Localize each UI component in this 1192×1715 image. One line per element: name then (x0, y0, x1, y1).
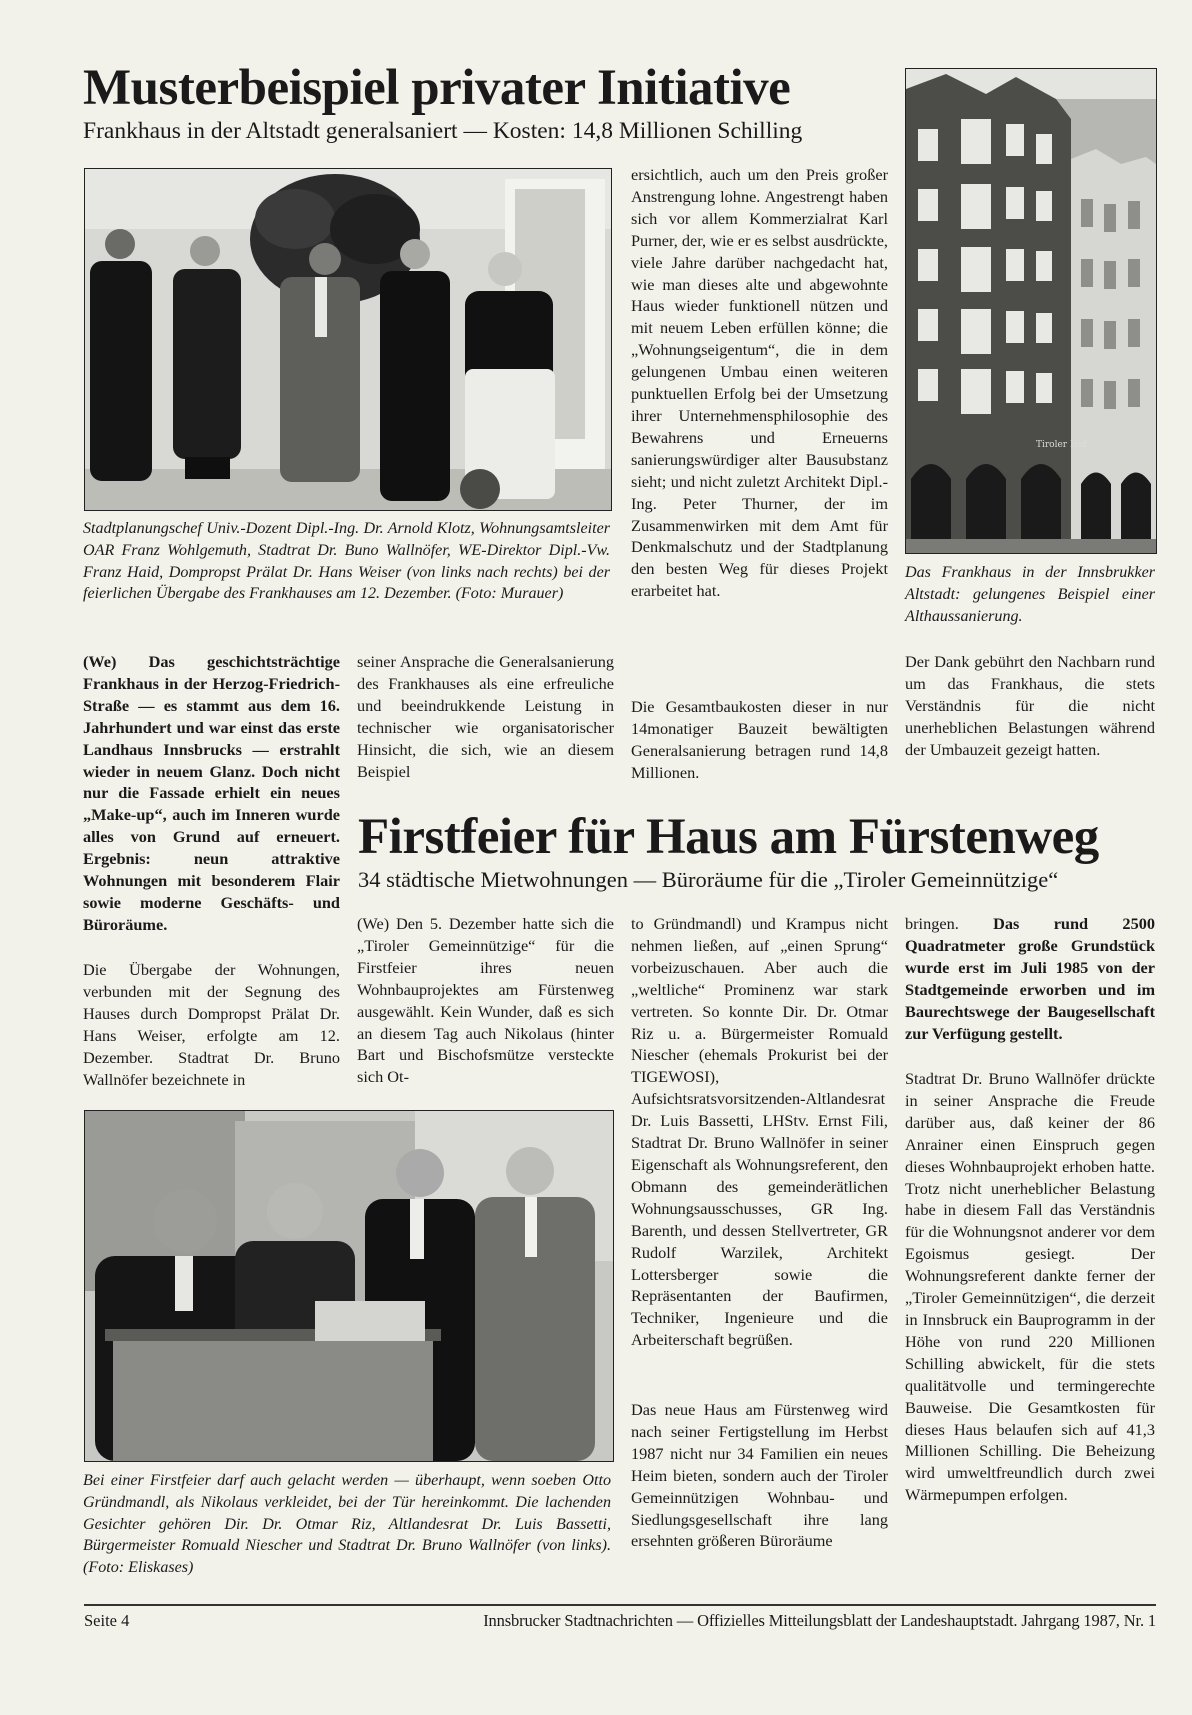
photo-handover-caption: Stadtplanungschef Univ.-Dozent Dipl.-Ing. Dr. Arnold Klotz, Wohnungsamtsleiter OAR Franz Wohlgemuth, Stadtrat Dr. Buno Wallnöfer, WE-Direktor Dipl.-Vw. Franz Haid, Dompropst Prälat Dr. Hans Weiser (von links nach rechts) bei der feierlichen Übergabe des Frankhauses am 12. Dezember. (Foto: Murauer) (83, 520, 610, 603)
article1-para5: Der Dank gebührt den Nachbarn rund um das Frankhaus, die stets Verständnis für die nicht unerheblichen Belastungen während der Umbauzeit gezeigt hatten. (905, 652, 1155, 759)
photo-frankhaus-facade (905, 68, 1157, 554)
article2-para5: Stadtrat Dr. Bruno Wallnöfer drückte in seiner Ansprache die Freude darüber aus, daß keiner der 86 Anrainer einen Einspruch gegen dieses Wohnbauprojekt erhoben hatte. Trotz nicht unerheblicher Belastung habe in diesem Fall das Verständnis für die Wohnungsnot anderer vor dem Egoismus gesiegt. Der Wohnungsreferent dankte ferner der „Tiroler Gemeinnützigen“, die derzeit in Innsbruck ein Bauprogramm in der Höhe von rund 220 Millionen Schilling abwickelt, für die stets qualitätvolle und termingerechte Bauweise. Die Gesamtkosten für dieses Haus belaufen sich auf 41,3 Millionen Schilling. Die Beheizung wird umweltfreundlich durch zwei Wärmepumpen erfolgen. (905, 1069, 1155, 1505)
photo-firstfeier-caption: Bei einer Firstfeier darf auch gelacht werden — überhaupt, wenn soeben Otto Gründmandl, als Nikolaus verkleidet, bei der Tür hereinkommt. Die lachenden Gesichter gehören Dir. Dr. Otmar Riz, Altlandesrat Dr. Luis Bassetti, Bürgermeister Romuald Niescher und Stadtrat Dr. Bruno Wallnöfer (von links). (Foto: Eliskases) (83, 1472, 611, 1577)
article2-para3: Das neue Haus am Fürstenweg wird nach seiner Fertigstellung im Herbst 1987 nicht nur 34 Familien ein neues Heim bieten, sondern auch der Tiroler Gemeinnützigen Wohnbau- und Siedlungsgesellschaft ihre lang ersehnten größeren Büroräume (631, 1400, 888, 1551)
article2-para2: to Gründmandl) und Krampus nicht nehmen ließen, auf „einen Sprung“ vorbeizuschauen. Aber auch die „weltliche“ Prominenz war stark vertreten. So konnte Dir. Dr. Otmar Riz u. a. Bürgermeister Romuald Niescher (ehemals Prokurist bei der TIGEWOSI), Aufsichtsratsvorsitzenden-Altlandesrat Dr. Luis Bassetti, LHStv. Ernst Fili, Stadtrat Dr. Bruno Wallnöfer in seiner Eigenschaft als Wohnungsreferent, den Obmann des gemeinderätlichen Wohnungsausschusses, GR Ing. Barenth, und dessen Stellvertreter, GR Rudolf Warzilek, Architekt Lottersberger sowie die Repräsentanten der Baufirmen, Techniker, Ingenieure und die Arbeiterschaft begrüßen. (631, 914, 888, 1350)
article1-para4: Die Gesamtbaukosten dieser in nur 14monatiger Bauzeit bewältigten Generalsanierung betragen rund 14,8 Millionen. (631, 697, 888, 782)
photo-handover-ceremony (84, 168, 612, 511)
article1-para3: ersichtlich, auch um den Preis großer Anstrengung lohne. Angestrengt haben sich vor allem Kommerzialrat Karl Purner, der, wie er es selbst ausdrückte, viele Jahre darüber nachgedacht hat, wie man dieses alte und abgewohnte Haus wieder funktionell nützen und mit neuem Leben erfüllen könne; die „Wohnungseigentum“, die in dem gelungenen Umbau einen weiteren punktuellen Erfolg bei der Umsetzung ihrer Unternehmensphilosophie des Bewahrens und Erneuerns sanierungswürdiger alter Bausubstanz sieht; und nicht zuletzt Architekt Dipl.-Ing. Peter Thurner, der im Zusammenwirken mit dem Amt für Denkmalschutz und der Stadtplanung den besten Weg für dieses Projekt erarbeitet hat. (631, 165, 888, 601)
article1-subheadline: Frankhaus in der Altstadt generalsaniert — Kosten: 14,8 Millionen Schilling (83, 118, 803, 144)
article1-lead: (We) Das geschichtsträchtige Frankhaus in der Herzog-Friedrich-Straße — es stammt aus dem 16. Jahrhundert und war einst das erste Landhaus Innsbrucks — erstrahlt wieder in neuem Glanz. Doch nicht nur die Fassade erhielt ein neues „Make-up“, auch im Inneren wurde alles von Grund auf erneuert. Ergebnis: neun attraktive Wohnungen mit besonderem Flair sowie moderne Geschäfts- und Büroräume. (83, 652, 340, 934)
footer-page-number: Seite 4 (84, 1611, 130, 1630)
article2-para1: (We) Den 5. Dezember hatte sich die „Tiroler Gemeinnützige“ für die Firstfeier ihres neuen Wohnbauprojektes am Fürstenweg ausgewählt. Kein Wunder, daß es sich an diesem Tag auch Nikolaus (hinter Bart und Bischofsmütze versteckte sich Ot- (357, 914, 614, 1087)
article2-para4 (905, 913, 1155, 1044)
article2-headline: Firstfeier für Haus am Fürstenweg (358, 809, 1099, 865)
article1-para2: seiner Ansprache die Generalsanierung des Frankhauses als eine erfreuliche und beeindrukkende Leistung in technischer wie organisatorischer Hinsicht, die sich, wie an diesem Beispiel (357, 652, 614, 781)
footer-rule (84, 1604, 1156, 1606)
photo-handover-ceremony-image (85, 169, 611, 510)
photo-firstfeier (84, 1110, 614, 1462)
photo-firstfeier-image (85, 1111, 613, 1461)
shop-sign: Tiroler Hof (1036, 440, 1087, 450)
article1-headline: Musterbeispiel privater Initiative (83, 60, 791, 116)
article1-para1: Die Übergabe der Wohnungen, verbunden mit der Segnung des Hauses durch Dompropst Prälat Dr. Hans Weiser, erfolgte am 12. Dezember. Stadtrat Dr. Bruno Wallnöfer bezeichnete in (83, 960, 340, 1089)
photo-frankhaus-image (906, 69, 1156, 553)
footer-publication: Innsbrucker Stadtnachrichten — Offizielles Mitteilungsblatt der Landeshauptstadt. Jahrgang 1987, Nr. 1 (483, 1611, 1156, 1630)
article2-para4-bold: Das rund 2500 Quadratmeter große Grundstück wurde erst im Juli 1985 von der Stadtgemeinde erworben und im Baurechtswege der Baugesellschaft zur Verfügung gestellt. (905, 914, 1155, 1043)
article2-para4-start: bringen. (905, 914, 994, 933)
photo-frankhaus-caption: Das Frankhaus in der Innsbrukker Altstadt: gelungenes Beispiel einer Althaussanierung. (905, 564, 1155, 625)
article2-subheadline: 34 städtische Mietwohnungen — Büroräume für die „Tiroler Gemeinnützige“ (358, 867, 1059, 892)
